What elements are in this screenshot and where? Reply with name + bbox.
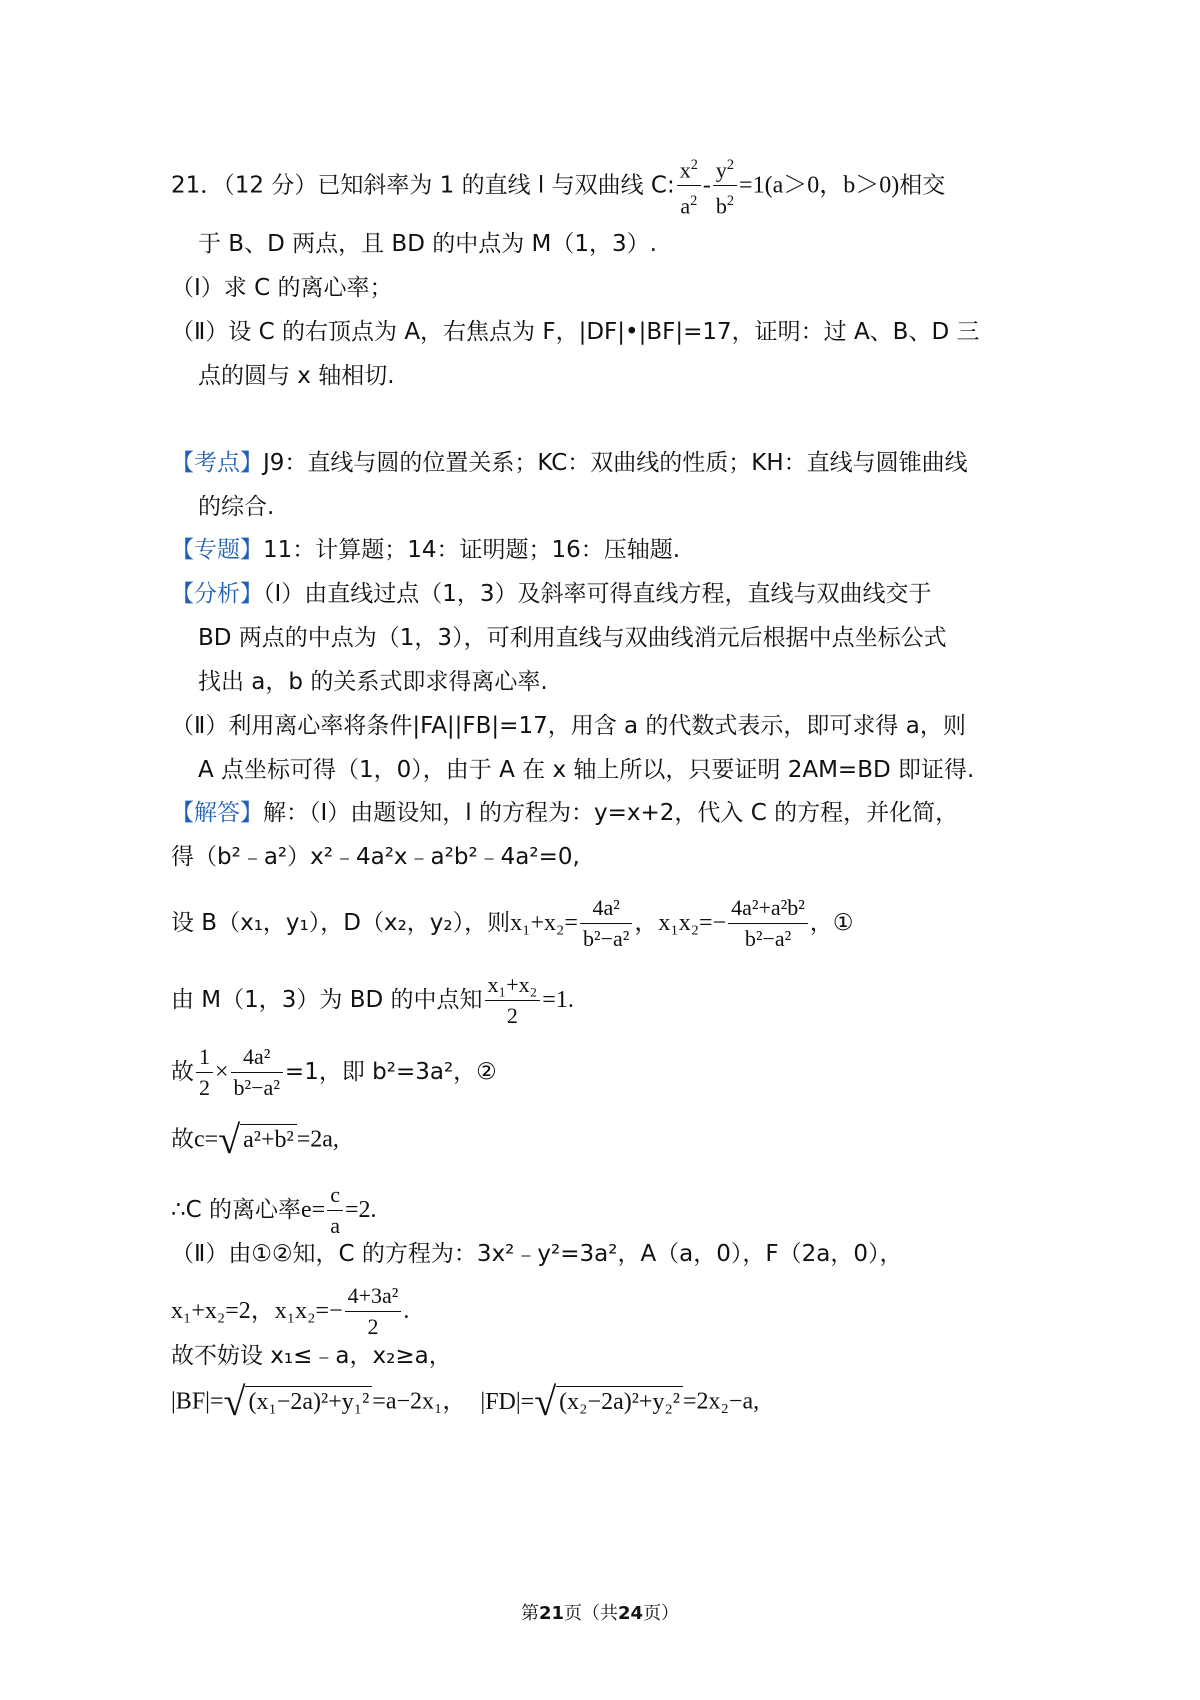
fenxi-line-1: 【分析】（Ⅰ）由直线过点（1，3）及斜率可得直线方程，直线与双曲线交于 (171, 581, 932, 607)
zhuanti-line: 【专题】11：计算题；14：证明题；16：压轴题. (171, 537, 681, 563)
problem-intro: 21．（12 分）已知斜率为 1 的直线 l 与双曲线 C: (171, 172, 675, 199)
problem-part-2-line-2: 点的圆与 x 轴相切. (198, 363, 395, 389)
jieda-tag: 【解答】 (171, 800, 263, 826)
problem-part-1: （Ⅰ）求 C 的离心率； (171, 275, 393, 301)
jieda-line-9: x₁+x₂=2，x₁x₂=− $\frac{\text{4+3a²}}{2}$ . (171, 1281, 409, 1342)
fenxi-line-3: 找出 a，b 的关系式即求得离心率. (198, 669, 548, 695)
page-footer: 第21页（共24页） (520, 1603, 680, 1624)
problem-part-2-line-1: （Ⅱ）设 C 的右顶点为 A，右焦点为 F，|DF|•|BF|=17，证明：过 A、B、D 三 (171, 319, 980, 345)
jieda-line-11: |BF|=√ (x₁−2a)²+y₁² =a−2x₁， |FD|=√ (x₂−2a)²+y₂² =2x₂−a, (171, 1379, 760, 1424)
line5-fraction: $\frac{\text{4a²}}{\text{b²−a²}}$ (231, 1042, 283, 1103)
fenxi-line-5: A 点坐标可得（1，0），由于 A 在 x 轴上所以，只要证明 2AM=BD 即证得. (198, 757, 975, 783)
jieda-line-5: 故 $\frac{1}{2}$ × $\frac{\text{4a²}}{\text{b²−a²}}$ =1，即 b²=3a²，② (171, 1042, 497, 1103)
half-fraction: $\frac{1}{2}$ (196, 1042, 213, 1103)
kaodian-tag: 【考点】 (171, 450, 263, 476)
kaodian-line-1: 【考点】J9：直线与圆的位置关系；KC：双曲线的性质；KH：直线与圆锥曲线 (171, 450, 968, 476)
hyperbola-y-term: $\frac{y^2}{b^2}$ (713, 150, 737, 222)
fenxi-line-4: （Ⅱ）利用离心率将条件|FA||FB|=17，用含 a 的代数式表示，即可求得 a，则 (171, 713, 966, 739)
problem-line-2: 于 B、D 两点，且 BD 的中点为 M（1，3）. (198, 231, 657, 257)
jieda-line-6: 故c=√ a²+b² =2a, (171, 1117, 339, 1162)
eccentricity-fraction: $\frac{c}{a}$ (327, 1180, 343, 1241)
problem-line-1: 21．（12 分）已知斜率为 1 的直线 l 与双曲线 C: $\frac{x^2}{a^2}$ - $\frac{y^2}{b^2}$ =1(a＞0，b＞0)相交 (171, 150, 945, 222)
hyperbola-condition: =1(a＞0，b＞0) (739, 172, 900, 199)
c-sqrt: √ a²+b² (218, 1120, 297, 1160)
fd-sqrt: √ (x₂−2a)²+y₂² (534, 1382, 683, 1422)
jieda-line-4: 由 M（1，3）为 BD 的中点知 $\frac{\text{x₁+x₂}}{2}$ =1. (171, 970, 574, 1031)
kaodian-line-2: 的综合. (198, 494, 275, 520)
page-number: 21 (538, 1603, 564, 1624)
fenxi-tag: 【分析】 (171, 581, 263, 607)
jieda-line-7: ∴C 的离心率e= $\frac{c}{a}$ =2. (171, 1180, 377, 1241)
sum-fraction: $\frac{\text{4a²}}{\text{b²−a²}}$ (580, 893, 632, 954)
midpoint-fraction: $\frac{\text{x₁+x₂}}{2}$ (485, 970, 541, 1031)
page-total: 24 (618, 1603, 644, 1624)
fenxi-line-2: BD 两点的中点为（1，3），可利用直线与双曲线消元后根据中点坐标公式 (198, 625, 947, 651)
line9-fraction: $\frac{\text{4+3a²}}{2}$ (345, 1281, 402, 1342)
product-fraction: $\frac{\text{4a²+a²b²}}{\text{b²−a²}}$ (728, 893, 808, 954)
zhuanti-tag: 【专题】 (171, 537, 263, 563)
jieda-line-3: 设 B（x₁，y₁），D（x₂，y₂），则x₁+x₂= $\frac{\text{4a²}}{\text{b²−a²}}$ ，x₁x₂=− $\frac{\text{4a²+a²b²}}{\text{b²−a²}}$ ，① (171, 893, 854, 954)
jieda-line-1: 【解答】解：（Ⅰ）由题设知，l 的方程为：y=x+2，代入 C 的方程，并化简， (171, 800, 959, 826)
jieda-line-2: 得（b²﹣a²）x²﹣4a²x﹣a²b²﹣4a²=0, (171, 844, 580, 870)
hyperbola-x-term: $\frac{x^2}{a^2}$ (677, 150, 701, 222)
bf-sqrt: √ (x₁−2a)²+y₁² (224, 1382, 373, 1422)
jieda-line-10: 故不妨设 x₁≤﹣a，x₂≥a， (171, 1343, 452, 1369)
jieda-line-8: （Ⅱ）由①②知，C 的方程为：3x²﹣y²=3a²，A（a，0），F（2a，0）， (171, 1241, 903, 1267)
